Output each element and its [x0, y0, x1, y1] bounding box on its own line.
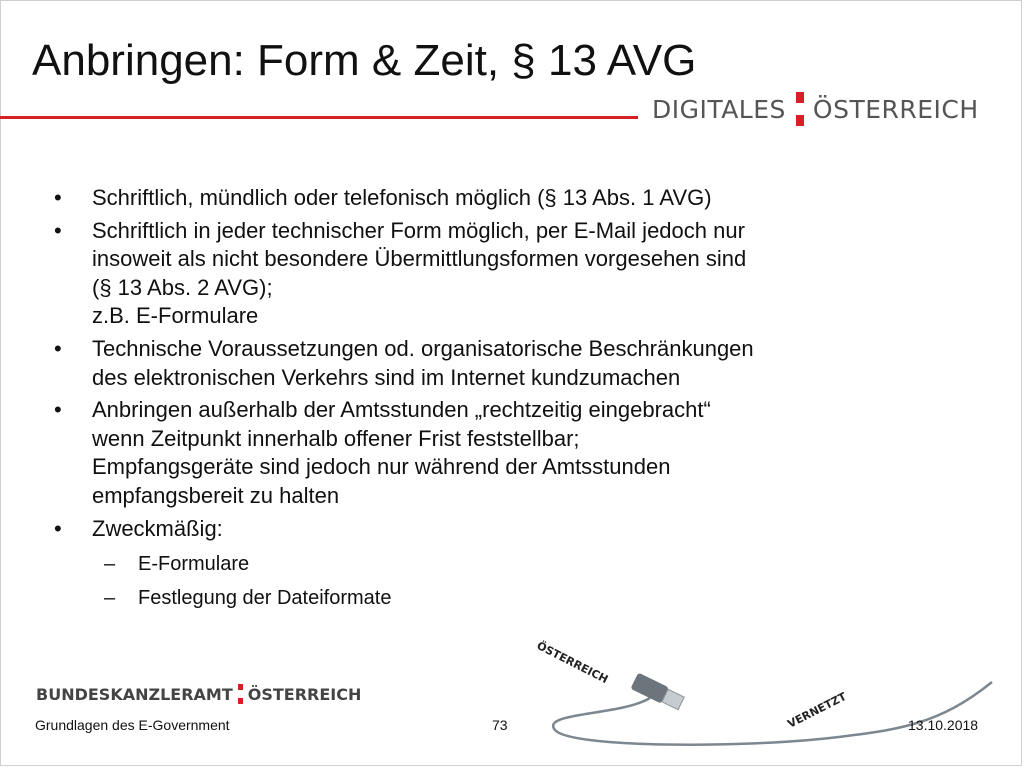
bullet-text: Zweckmäßig: — [92, 515, 223, 541]
usb-cable-illustration — [500, 620, 1000, 760]
cable-line — [553, 682, 992, 745]
list-item — [54, 217, 974, 331]
bullet-icon: • — [54, 335, 62, 361]
bullet-text: Schriftlich in jeder technischer Form möglich, per E-Mail jedoch nur — [92, 217, 745, 243]
page-number: 73 — [492, 717, 508, 733]
cable-label-vernetzt: VERNETZT — [785, 689, 849, 731]
list-item — [54, 184, 974, 213]
bullet-text: wenn Zeitpunkt innerhalb offener Frist feststellbar; — [92, 425, 580, 451]
bullet-text: insoweit als nicht besondere Übermittlungsformen vorgesehen sind — [92, 246, 747, 272]
logo-word-right: ÖSTERREICH — [247, 684, 362, 704]
sub-bullet-text: Festlegung der Dateiformate — [138, 587, 392, 610]
bullet-icon: • — [54, 217, 62, 243]
slide-title: Anbringen: Form & Zeit, § 13 AVG — [32, 36, 697, 85]
logo-word-left: DIGITALES — [652, 94, 786, 124]
list-item — [54, 515, 974, 544]
title-underline — [0, 116, 638, 119]
cable-label-oesterreich: ÖSTERREICH — [534, 639, 611, 687]
austria-flag-icon — [796, 92, 804, 126]
bullet-text: empfangsbereit zu halten — [92, 482, 340, 508]
bullet-icon: • — [54, 185, 62, 210]
dash-icon: – — [104, 587, 116, 610]
digitales-oesterreich-logo — [652, 92, 979, 126]
bullet-icon: • — [54, 397, 62, 423]
logo-word-left: BUNDESKANZLERAMT — [36, 684, 233, 704]
bullet-text: z.B. E-Formulare — [92, 303, 259, 329]
footer-date: 13.10.2018 — [908, 717, 979, 733]
bullet-text: Empfangsgeräte sind jedoch nur während der Amtsstunden — [92, 454, 671, 480]
logo-word-right: ÖSTERREICH — [812, 94, 979, 124]
bullet-text: Technische Voraussetzungen od. organisatorische Beschränkungen — [92, 335, 754, 361]
list-item — [54, 396, 974, 510]
usb-plug-icon — [630, 673, 685, 712]
sub-list-item — [104, 581, 974, 615]
bullet-text: des elektronischen Verkehrs sind im Internet kundzumachen — [92, 364, 681, 390]
bundeskanzleramt-logo — [36, 684, 361, 704]
austria-flag-icon — [238, 684, 243, 704]
bullet-icon: • — [54, 515, 62, 541]
footer-course-title: Grundlagen des E-Government — [35, 717, 230, 733]
bullet-text: (§ 13 Abs. 2 AVG); — [92, 274, 273, 300]
dash-icon: – — [104, 553, 116, 576]
bullet-text: Schriftlich, mündlich oder telefonisch möglich (§ 13 Abs. 1 AVG) — [92, 185, 712, 210]
list-item — [54, 335, 974, 392]
sub-list-item — [104, 547, 974, 581]
sub-bullet-text: E-Formulare — [138, 553, 250, 576]
bullet-list — [54, 184, 974, 615]
bullet-text: Anbringen außerhalb der Amtsstunden „rechtzeitig eingebracht“ — [92, 397, 711, 423]
